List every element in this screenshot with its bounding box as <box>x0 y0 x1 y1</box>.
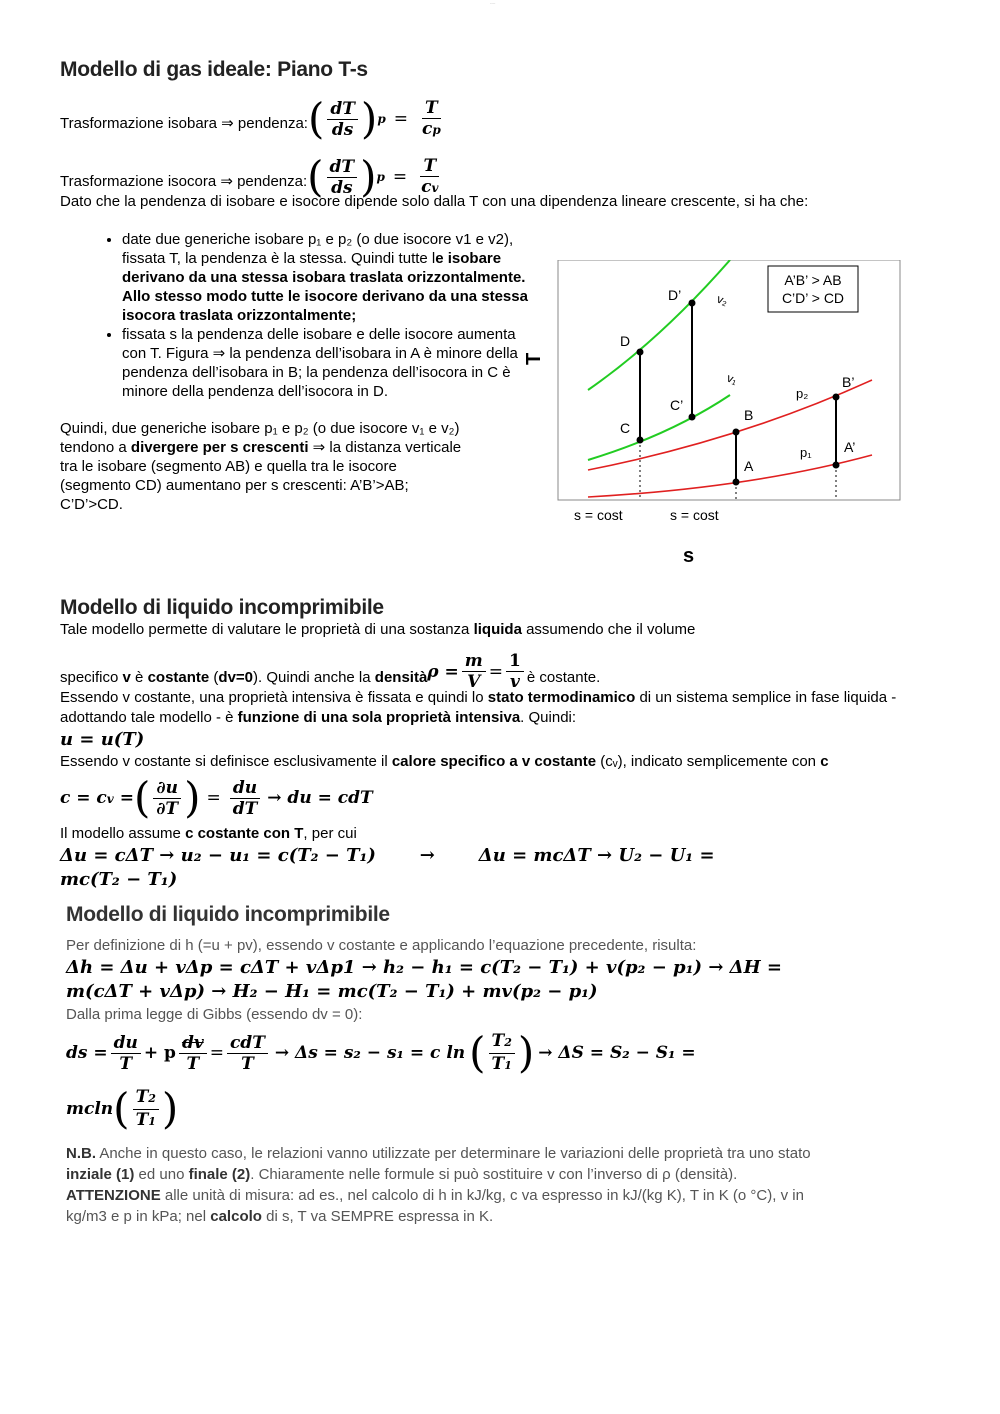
s-cost-label-2: s = cost <box>670 507 719 523</box>
nb-iniziale: inziale (1) <box>66 1166 135 1183</box>
t-axis-label: T <box>523 352 545 365</box>
label-c1: C’ <box>670 397 684 413</box>
bullet-item-2 <box>122 325 542 401</box>
p2-dv: dv=0 <box>218 669 254 686</box>
mcln-text: mcln <box>66 1099 114 1119</box>
label-a: A <box>744 458 754 474</box>
isocora-label: Trasformazione isocora ⇒ pendenza: <box>60 173 308 190</box>
page-header-mark: ---- <box>490 0 496 5</box>
nb-text-b: ed uno <box>134 1166 189 1183</box>
p2-text-e: è costante. <box>526 669 601 686</box>
p2-text-a: specifico <box>60 669 123 686</box>
s-axis-label: s <box>683 545 695 567</box>
nb-text-a: Anche in questo caso, le relazioni vanno utilizzate per determinare le variazioni delle proprietà tra uno stato <box>96 1145 811 1162</box>
p1-bold: liquida <box>473 621 522 638</box>
ds-tail-2: → ΔS = S₂ − S₁ = <box>538 1043 696 1063</box>
label-d1: D’ <box>668 287 682 303</box>
nb-finale: finale (2) <box>188 1166 251 1183</box>
quindi-bold: divergere per s crescenti <box>130 439 309 456</box>
nb-attenzione: ATTENZIONE <box>66 1187 161 1204</box>
liquido-p4 <box>60 752 940 772</box>
label-a1: A’ <box>844 439 856 455</box>
slide-gibbs: Dalla prima legge di Gibbs (essendo dv = 0): <box>66 1006 363 1023</box>
p4-bold: calore specifico a v costante <box>391 753 597 770</box>
point-d-marker <box>637 349 644 356</box>
mcln-formula: mcln ( $\frac{T2}{T1}$ ) <box>66 1084 179 1133</box>
liquido-p1 <box>60 620 940 640</box>
bullet1-text: date due generiche isobare p₁ e p₂ (o due isocore v1 e v2), fissata T, la pendenza è la stessa. Quindi tutte l <box>122 231 514 267</box>
bullet-item-1 <box>122 230 542 325</box>
s-cost-label-1: s = cost <box>574 507 623 523</box>
isocora-row <box>60 134 940 201</box>
p5-text-b: , per cui <box>303 825 357 842</box>
ds-formula: ds = $\frac{du}{T}$ + p $\frac{dv}{T}$ = $\frac{\text{cdT}}{T}$ → Δs = s₂ − s₁ = c ln ( $\frac{T2}{T1}$ ) → ΔS = S₂ − S₁ = <box>66 1028 696 1077</box>
label-p2: p₂ <box>796 386 809 401</box>
document-content <box>60 58 940 892</box>
label-v2: v₂ <box>714 291 730 309</box>
c-cv-formula: c = cv = ( $\frac{\partial u}{\partial T}$ ) = $\frac{du}{dT}$ → du = cdT <box>60 773 373 822</box>
isobara-formula: ( $\frac{dT}{ds}$ ) p = $\frac{T}{cp}$ <box>307 94 441 143</box>
label-p1: p₁ <box>800 445 812 460</box>
nb-calcolo: calcolo <box>210 1208 262 1225</box>
nb-label: N.B. <box>66 1145 96 1162</box>
u-of-t-formula: u = u(T) <box>60 729 145 750</box>
point-a-marker <box>733 479 740 486</box>
dato-che-paragraph: Dato che la pendenza di isobare e isocore dipende solo dalla T con una dipendenza lineare crescente, si ha che: <box>60 193 809 210</box>
p3-funzione: funzione di una sola proprietà intensiva <box>237 709 521 726</box>
label-b: B <box>744 407 754 423</box>
point-a1-marker <box>833 462 840 469</box>
liquido-p2 <box>60 640 940 692</box>
dh-formula-1: Δh = Δu + vΔp = cΔT + vΔp1 → h₂ − h₁ = c(T₂ − T₁) + v(p₂ − p₁) → ΔH = <box>66 957 782 978</box>
p3-text-b: di un sistema semplice in fase liquida - adottando tale modello - è <box>60 689 897 726</box>
section-title-gas-ideale: Modello di gas ideale: Piano T-s <box>60 58 368 81</box>
bullet1-bold: e isobare derivano da una stessa isobara traslata orizzontalmente. Allo stesso modo tutte le isocore derivano da una stessa isocora traslata orizzontalmente; <box>122 250 528 324</box>
p1-text-a: Tale modello permette di valutare le proprietà di una sostanza <box>60 621 474 638</box>
label-c: C <box>620 420 631 436</box>
isobar-p2-curve <box>588 380 872 470</box>
dh-formula-2: m(cΔT + vΔp) → H₂ − H₁ = mc(T₂ − T₁) + mv(p₂ − p₁) <box>66 981 598 1002</box>
nb-paragraph <box>66 1143 826 1227</box>
nb-text-c: . Chiaramente nelle formule si può sostituire v con l’inverso di ρ (densità). <box>250 1166 738 1183</box>
isochore-v1-curve <box>588 395 730 460</box>
p4-text-b: (cᵥ), indicato semplicemente con <box>596 753 821 770</box>
liquido-p5 <box>60 824 940 844</box>
ds-tail: → Δs = s₂ − s₁ = c ln <box>274 1043 466 1063</box>
label-d: D <box>620 333 631 349</box>
p2-text-c: ( <box>209 669 219 686</box>
isobara-label: Trasformazione isobara ⇒ pendenza: <box>60 115 308 132</box>
p2-v: v <box>122 669 131 686</box>
p3-stato: stato termodinamico <box>487 689 636 706</box>
label-b1: B’ <box>842 374 855 390</box>
p3-text-a: Essendo v costante, una proprietà intensiva è fissata e quindi lo <box>60 689 488 706</box>
p2-densita: densità <box>374 669 428 686</box>
point-d1-marker <box>689 300 696 307</box>
p2-text-b: è <box>130 669 148 686</box>
nb-text-e: di s, T va SEMPRE espressa in K. <box>261 1208 494 1225</box>
label-v1: v₁ <box>724 370 740 388</box>
p5-text-a: Il modello assume <box>60 825 186 842</box>
point-c1-marker <box>689 414 696 421</box>
p4-text-a: Essendo v costante si definisce esclusivamente il <box>60 753 392 770</box>
p1-text-b: assumendo che il volume <box>521 621 696 638</box>
nb-text-d: alle unità di misura: ad es., nel calcolo di h in kJ/kg, c va espresso in kJ/(kg K), T in K (o °C), v in kg/m3 e p in kPa; nel <box>66 1187 804 1225</box>
legend-cd: C’D’ > CD <box>781 290 845 306</box>
delta-u-formula-2: mc(T₂ − T₁) <box>60 869 178 890</box>
embedded-slide-liquido <box>66 903 826 1227</box>
liquido-p3 <box>60 688 940 728</box>
p2-costante: costante <box>147 669 210 686</box>
point-c-marker <box>637 437 644 444</box>
bullet-list <box>60 230 542 401</box>
slide-intro: Per definizione di h (=u + pv), essendo v costante e applicando l’equazione precedente, risulta: <box>66 937 697 954</box>
isochore-v2-curve <box>588 260 730 390</box>
quindi-text-b: ⇒ la distanza verticale tra le isobare (segmento AB) e quella tra le isocore (segmento CD) aumentano per s crescenti: A’B’>AB; C’D’>CD. <box>60 439 462 513</box>
isocora-formula: ( $\frac{dT}{ds}$ ) p = $\frac{T}{cv}$ <box>307 152 439 201</box>
quindi-text-a: Quindi, due generiche isobare p₁ e p₂ (o due isocore v₁ e v₂) tendono a <box>60 420 460 456</box>
quindi-paragraph <box>60 419 470 514</box>
point-b1-marker <box>833 394 840 401</box>
p3-text-c: . Quindi: <box>520 709 577 726</box>
p5-bold: c costante con T <box>185 825 304 842</box>
bullet2-text: fissata s la pendenza delle isobare e delle isocore aumenta con T. Figura ⇒ la pendenza dell’isobara in A è minore della pendenza dell’isobara in B; la pendenza dell’isocora in C è minore della pendenza dell’isocora in D. <box>122 326 518 400</box>
delta-u-formula-1: Δu = cΔT → u₂ − u₁ = c(T₂ − T₁) → Δu = mcΔT → U₂ − U₁ = <box>60 845 715 866</box>
two-column-block <box>60 230 940 590</box>
p2-text-d: ). Quindi anche la <box>253 669 375 686</box>
ts-diagram <box>520 260 920 580</box>
section-title-liquido: Modello di liquido incomprimibile <box>60 596 384 619</box>
section-title-liquido-2: Modello di liquido incomprimibile <box>66 903 390 926</box>
legend-ab: A’B’ > AB <box>784 272 842 288</box>
density-formula: ρ = $\frac{m}{V}$ = $\frac{1}{v}$ <box>427 651 527 692</box>
isobara-row <box>60 76 940 143</box>
p4-c: c <box>820 753 829 770</box>
point-b-marker <box>733 429 740 436</box>
